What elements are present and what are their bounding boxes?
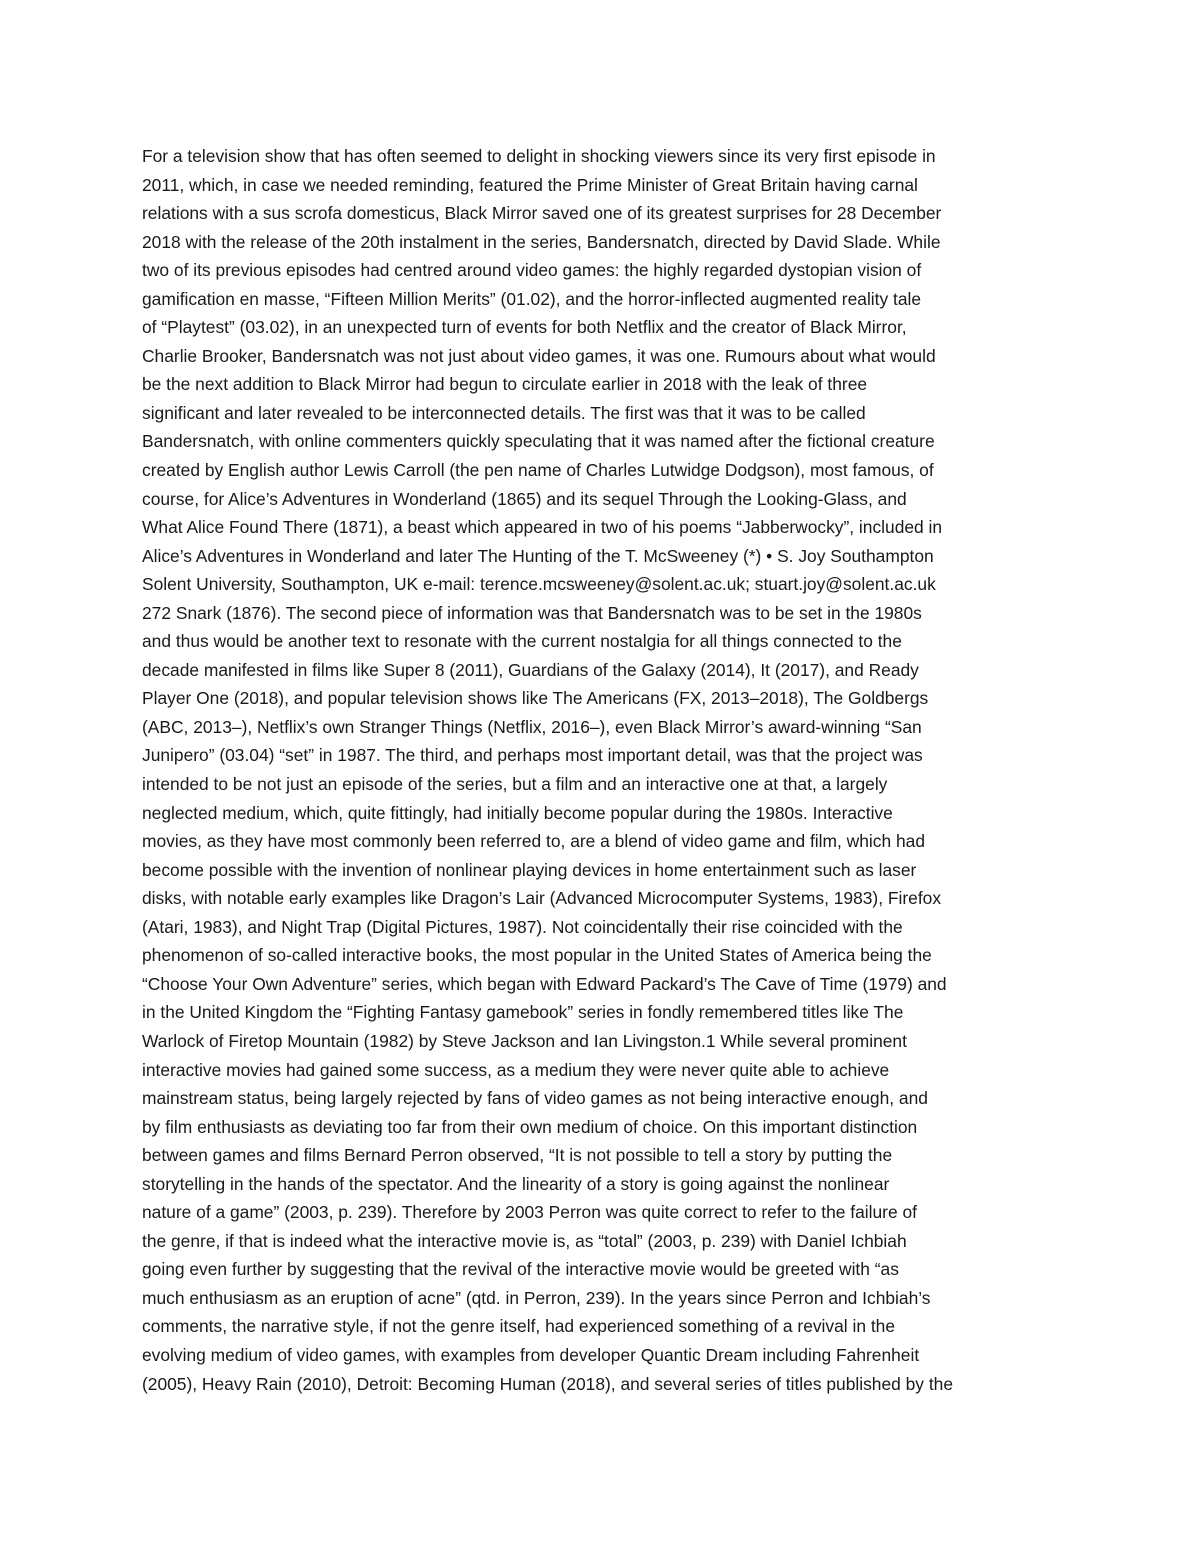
text-line: neglected medium, which, quite fittingly, had initially become popular during the 1980s. Interactive	[142, 802, 893, 823]
text-line: 2011, which, in case we needed reminding, featured the Prime Minister of Great Britain having carnal	[142, 174, 918, 195]
text-line: gamification en masse, “Fifteen Million Merits” (01.02), and the horror-inflected augmented reality tale	[142, 288, 922, 309]
text-line: decade manifested in films like Super 8 (2011), Guardians of the Galaxy (2014), It (2017), and Ready	[142, 659, 919, 680]
text-line: interactive movies had gained some success, as a medium they were never quite able to achieve	[142, 1059, 890, 1080]
text-line: be the next addition to Black Mirror had begun to circulate earlier in 2018 with the leak of three	[142, 374, 868, 395]
text-line: significant and later revealed to be interconnected details. The first was that it was to be called	[142, 402, 866, 423]
text-line: For a television show that has often seemed to delight in shocking viewers since its very first episode in	[142, 146, 936, 166]
text-line: “Choose Your Own Adventure” series, which began with Edward Packard’s The Cave of Time (1979) and	[142, 973, 947, 994]
text-line: storytelling in the hands of the spectator. And the linearity of a story is going against the nonlinear	[142, 1173, 890, 1194]
text-line: course, for Alice’s Adventures in Wonderland (1865) and its sequel Through the Looking-Glass, and	[142, 488, 907, 509]
text-line: What Alice Found There (1871), a beast which appeared in two of his poems “Jabberwocky”, included in	[142, 517, 943, 538]
body-paragraph	[142, 142, 1062, 1398]
text-line: become possible with the invention of nonlinear playing devices in home entertainment such as laser	[142, 859, 917, 880]
text-line: created by English author Lewis Carroll (the pen name of Charles Lutwidge Dodgson), most famous, of	[142, 460, 934, 481]
text-line: the genre, if that is indeed what the interactive movie is, as “total” (2003, p. 239) with Daniel Ichbiah	[142, 1230, 907, 1251]
text-line: Alice’s Adventures in Wonderland and later The Hunting of the T. McSweeney (*) • S. Joy Southampton	[142, 545, 934, 566]
text-line: 2018 with the release of the 20th instalment in the series, Bandersnatch, directed by David Slade. While	[142, 231, 941, 252]
text-line: movies, as they have most commonly been referred to, are a blend of video game and film, which had	[142, 831, 925, 852]
text-line: phenomenon of so-called interactive books, the most popular in the United States of America being the	[142, 945, 932, 966]
text-line: comments, the narrative style, if not the genre itself, had experienced something of a revival in the	[142, 1316, 896, 1337]
text-line: Junipero” (03.04) “set” in 1987. The third, and perhaps most important detail, was that the project was	[142, 745, 923, 766]
text-line: mainstream status, being largely rejected by fans of video games as not being interactive enough, and	[142, 1088, 928, 1109]
text-line: disks, with notable early examples like Dragon’s Lair (Advanced Microcomputer Systems, 1983), Firefox	[142, 888, 942, 909]
text-line: two of its previous episodes had centred around video games: the highly regarded dystopian vision of	[142, 260, 922, 281]
text-line: 272 Snark (1876). The second piece of information was that Bandersnatch was to be set in the 1980s	[142, 602, 922, 623]
text-line: (ABC, 2013–), Netflix’s own Stranger Things (Netflix, 2016–), even Black Mirror’s award-winning “San	[142, 716, 922, 737]
text-line: much enthusiasm as an eruption of acne” (qtd. in Perron, 239). In the years since Perron and Ichbiah’s	[142, 1287, 931, 1308]
text-line: nature of a game” (2003, p. 239). Therefore by 2003 Perron was quite correct to refer to the failure of	[142, 1202, 917, 1223]
text-line: of “Playtest” (03.02), in an unexpected turn of events for both Netflix and the creator of Black Mirror,	[142, 317, 907, 338]
text-line: Player One (2018), and popular television shows like The Americans (FX, 2013–2018), The Goldbergs	[142, 688, 929, 709]
text-line: evolving medium of video games, with examples from developer Quantic Dream including Fahrenheit	[142, 1344, 920, 1365]
text-line: Solent University, Southampton, UK e-mail: terence.mcsweeney@solent.ac.uk; stuart.joy@solent.ac.uk	[142, 574, 936, 595]
text-line: by film enthusiasts as deviating too far from their own medium of choice. On this important distinction	[142, 1116, 918, 1137]
text-line: Charlie Brooker, Bandersnatch was not just about video games, it was one. Rumours about what would	[142, 345, 936, 366]
text-line: in the United Kingdom the “Fighting Fantasy gamebook” series in fondly remembered titles like The	[142, 1002, 904, 1023]
text-line: Bandersnatch, with online commenters quickly speculating that it was named after the fictional creature	[142, 431, 935, 452]
text-line: and thus would be another text to resonate with the current nostalgia for all things connected to the	[142, 631, 902, 652]
text-line: between games and films Bernard Perron observed, “It is not possible to tell a story by putting the	[142, 1145, 893, 1166]
text-line: Warlock of Firetop Mountain (1982) by Steve Jackson and Ian Livingston.1 While several prominent	[142, 1030, 907, 1051]
text-line: (Atari, 1983), and Night Trap (Digital Pictures, 1987). Not coincidentally their rise coincided with the	[142, 916, 903, 937]
text-line: (2005), Heavy Rain (2010), Detroit: Becoming Human (2018), and several series of titles published by the	[142, 1373, 954, 1394]
text-line: relations with a sus scrofa domesticus, Black Mirror saved one of its greatest surprises for 28 December	[142, 203, 942, 224]
text-line: going even further by suggesting that the revival of the interactive movie would be greeted with “as	[142, 1259, 899, 1280]
text-line: intended to be not just an episode of the series, but a film and an interactive one at that, a largely	[142, 774, 888, 795]
